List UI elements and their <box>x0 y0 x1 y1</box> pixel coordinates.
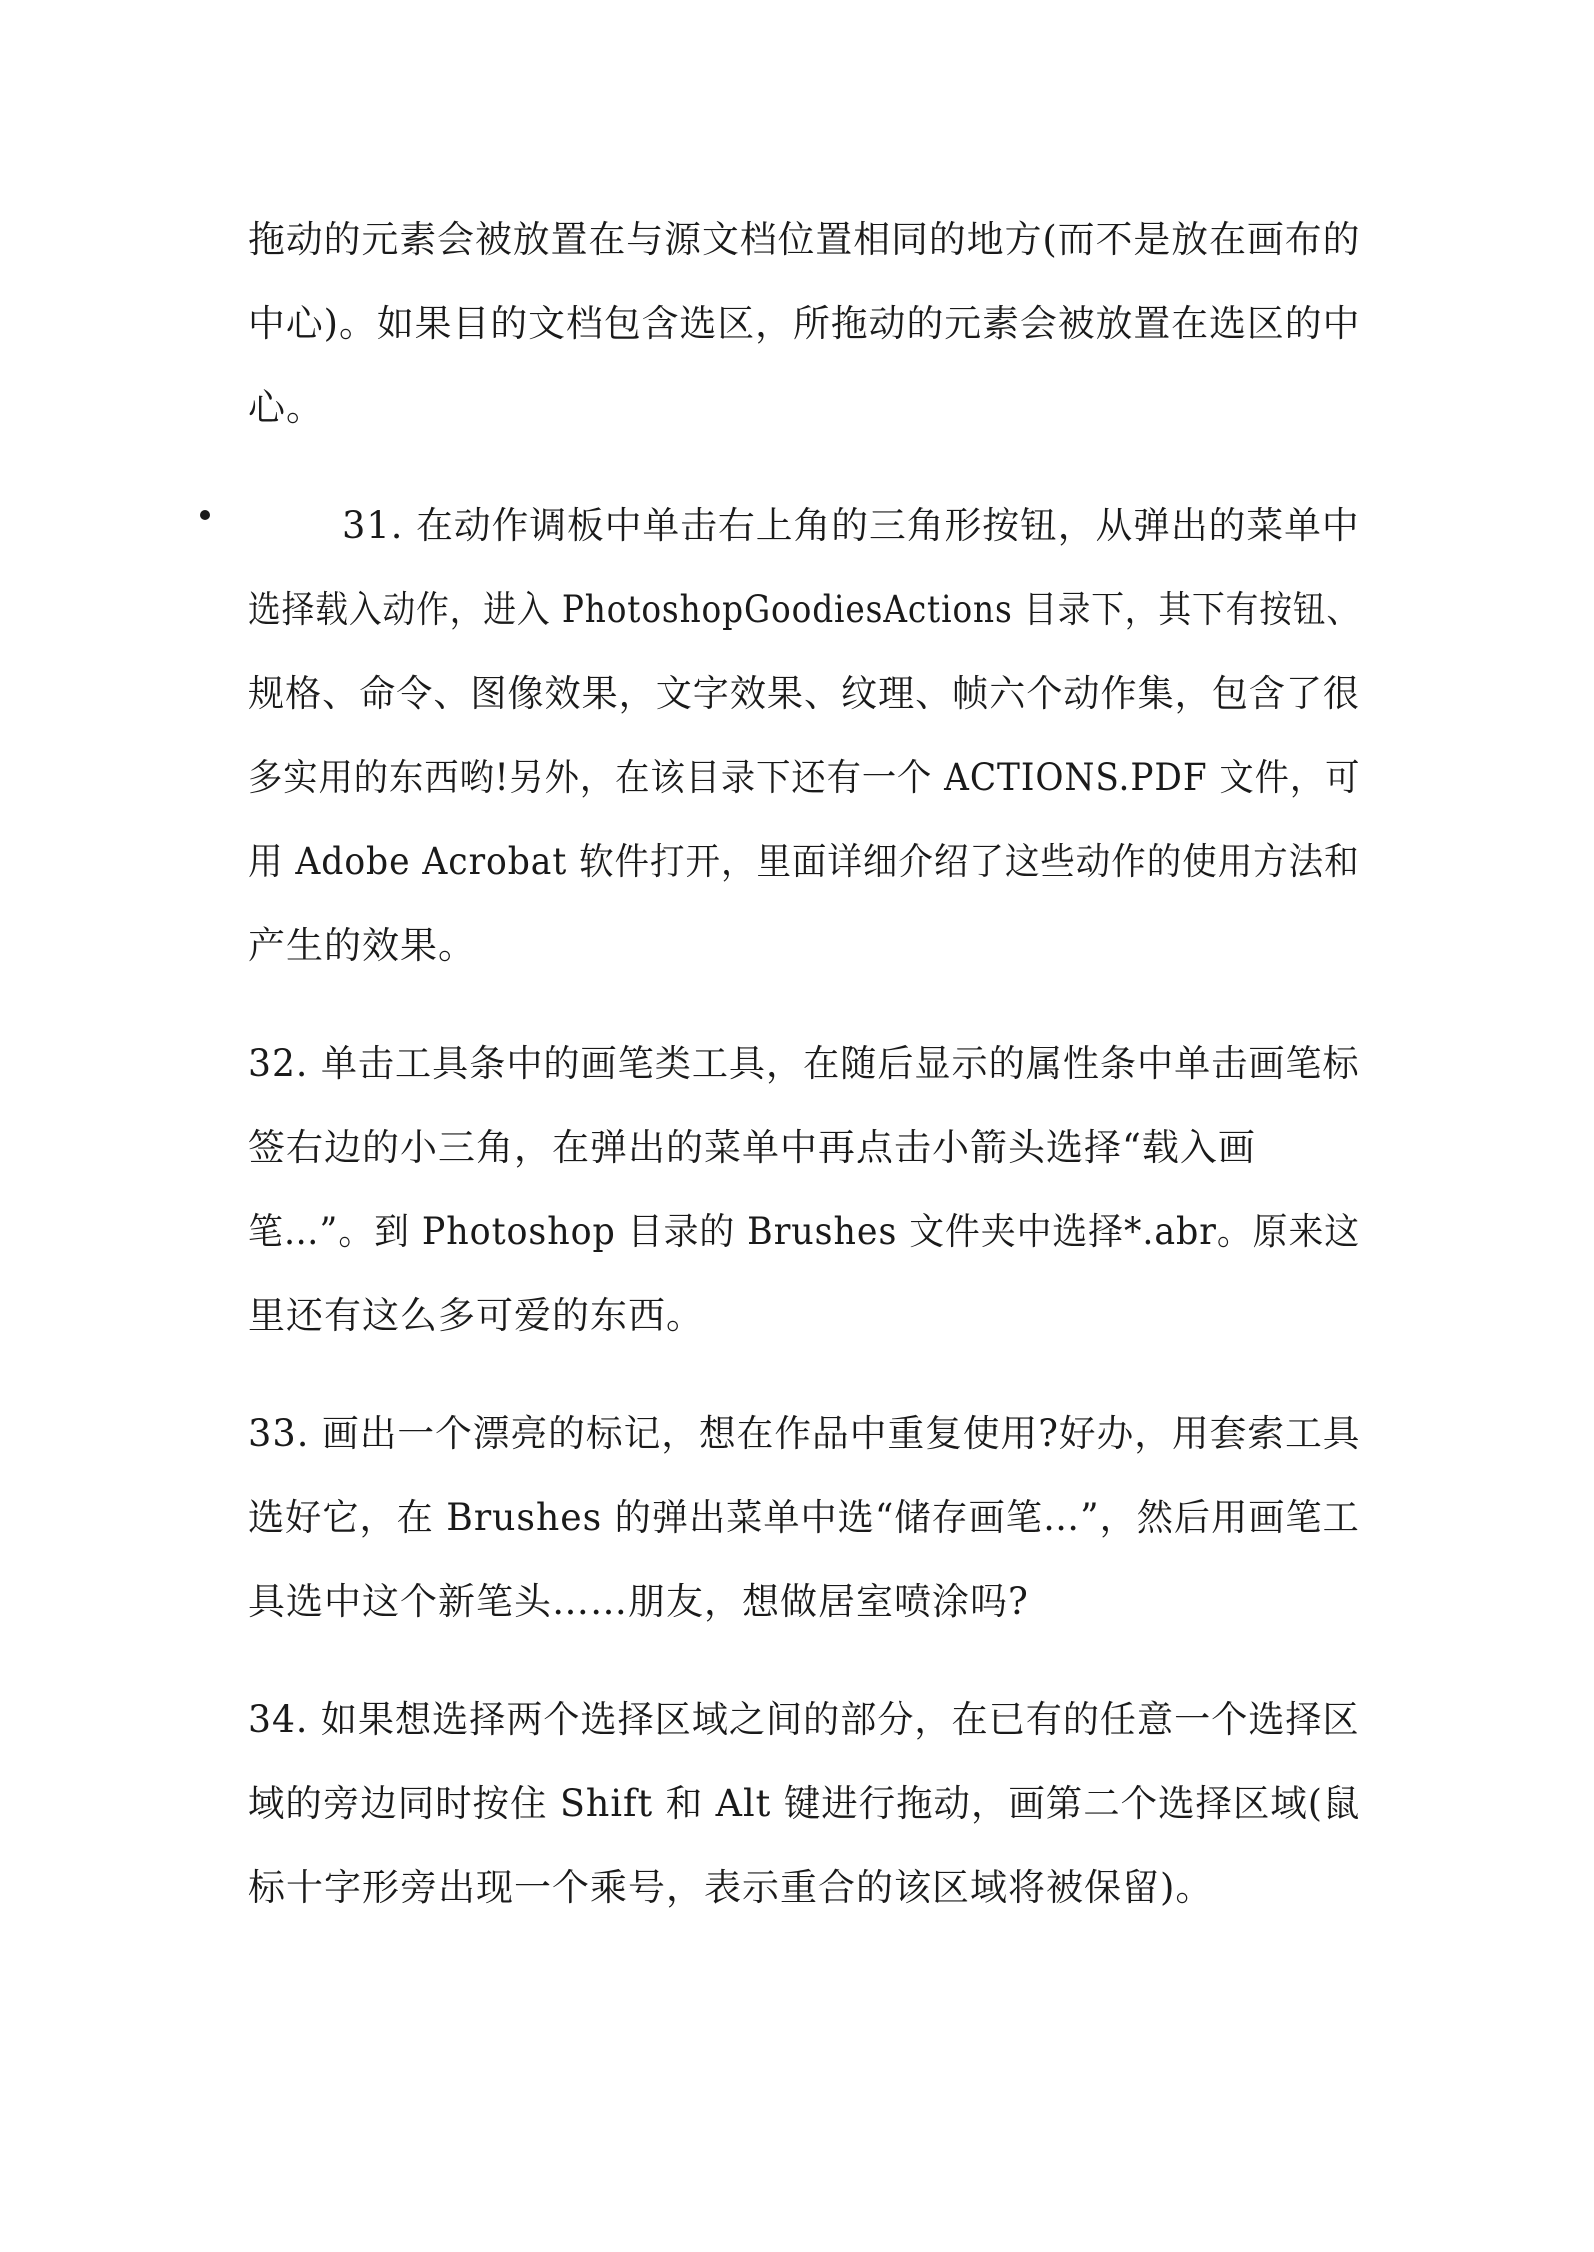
tip-31-line: 31. 在动作调板中单击右上角的三角形按钮，从弹出的菜单中 <box>342 504 1360 547</box>
tip-34-line: 域的旁边同时按住 Shift 和 Alt 键进行拖动，画第二个选择区域(鼠 <box>248 1782 1361 1825</box>
tip-32-line: 里还有这么多可爱的东西。 <box>248 1294 704 1337</box>
list-bullet <box>200 510 210 520</box>
paragraph-line: 拖动的元素会被放置在与源文档位置相同的地方(而不是放在画布的 <box>248 218 1361 261</box>
tip-31-line: 选择载入动作，进入 PhotoshopGoodiesActions 目录下，其下有按钮、 <box>248 588 1361 631</box>
tip-31-line: 多实用的东西哟!另外，在该目录下还有一个 ACTIONS.PDF 文件，可 <box>248 756 1361 799</box>
tip-34-line: 标十字形旁出现一个乘号，表示重合的该区域将被保留)。 <box>248 1866 1214 1909</box>
tip-33-line: 具选中这个新笔头……朋友，想做居室喷涂吗? <box>248 1580 1029 1623</box>
tip-33-line: 33. 画出一个漂亮的标记，想在作品中重复使用?好办，用套索工具 <box>248 1412 1361 1455</box>
tip-31-line: 用 Adobe Acrobat 软件打开，里面详细介绍了这些动作的使用方法和 <box>248 840 1360 883</box>
paragraph-line: 中心)。如果目的文档包含选区，所拖动的元素会被放置在选区的中 <box>248 302 1361 345</box>
tip-32-line: 签右边的小三角，在弹出的菜单中再点击小箭头选择“载入画 <box>248 1126 1256 1169</box>
paragraph-line: 心。 <box>248 386 324 429</box>
tip-31-line: 规格、命令、图像效果，文字效果、纹理、帧六个动作集，包含了很 <box>248 672 1360 715</box>
tip-32-line: 笔…”。到 Photoshop 目录的 Brushes 文件夹中选择*.abr。原来这 <box>248 1210 1361 1253</box>
tip-34-line: 34. 如果想选择两个选择区域之间的部分，在已有的任意一个选择区 <box>248 1698 1360 1741</box>
tip-31-line: 产生的效果。 <box>248 924 476 967</box>
tip-32-line: 32. 单击工具条中的画笔类工具，在随后显示的属性条中单击画笔标 <box>248 1042 1360 1085</box>
tip-33-line: 选好它，在 Brushes 的弹出菜单中选“储存画笔…”，然后用画笔工 <box>248 1496 1360 1539</box>
